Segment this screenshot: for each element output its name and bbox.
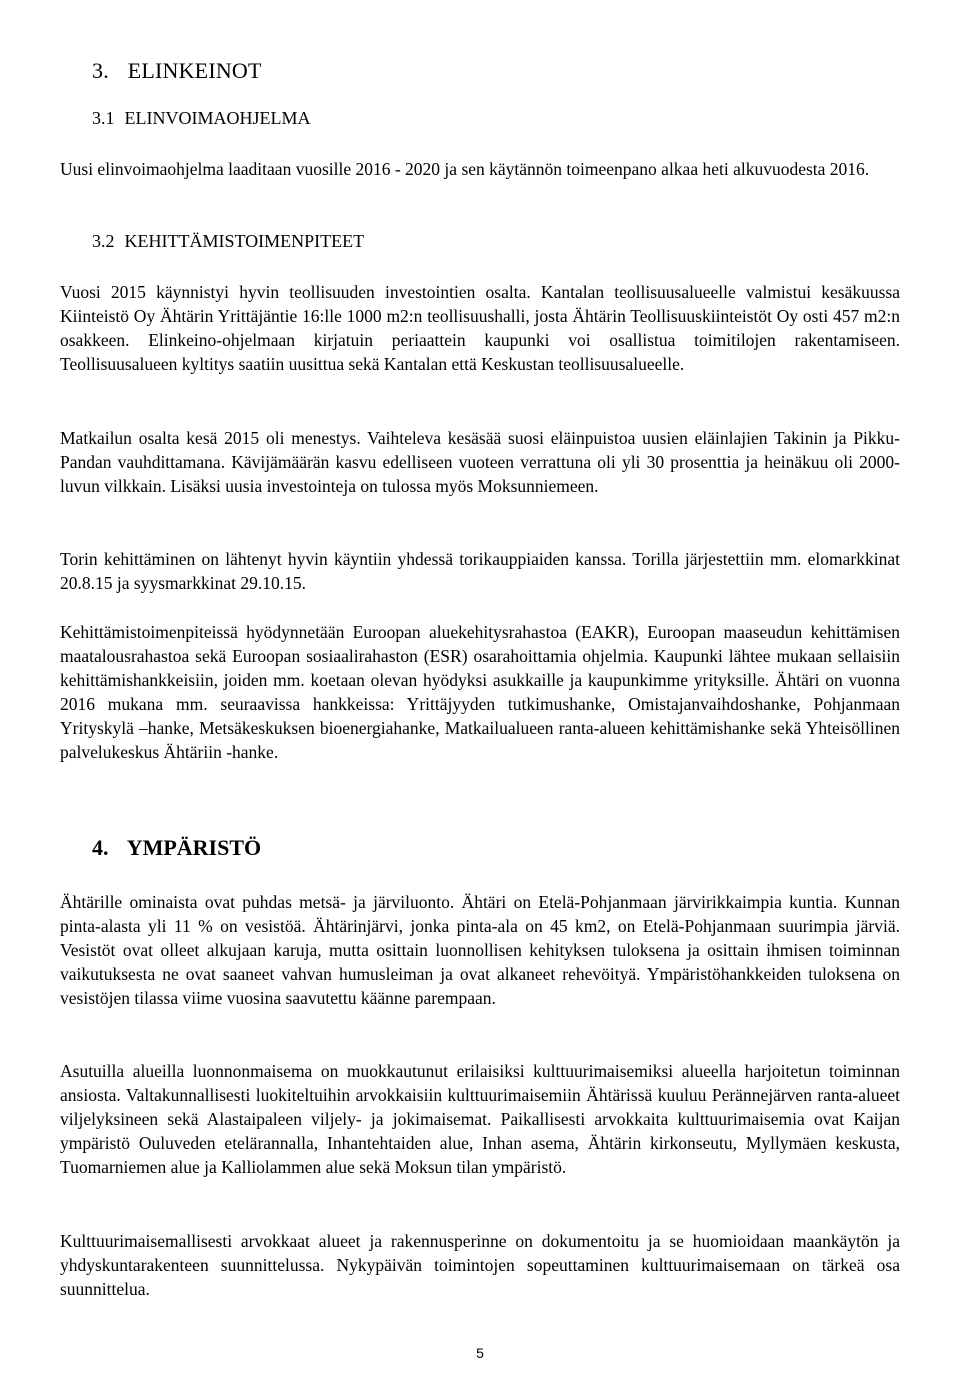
section-number: 3. [92, 58, 109, 83]
section-heading-3 [92, 58, 262, 84]
paragraph-tori: Torin kehittäminen on lähtenyt hyvin käyntiin yhdessä torikauppiaiden kanssa. Torilla järjestettiin mm. elomarkkinat 20.8.15 ja syysmarkkinat 29.10.15. [60, 549, 900, 593]
section-number: 3.1 [92, 108, 115, 128]
section-title: YMPÄRISTÖ [126, 835, 262, 860]
section-title: ELINKEINOT [127, 58, 262, 83]
section-title: KEHITTÄMISTOIMENPITEET [124, 231, 365, 251]
paragraph-investoinnit: Vuosi 2015 käynnistyi hyvin teollisuuden investointien osalta. Kantalan teollisuusalueelle valmistui kesäkuussa Kiinteistö Oy Ähtärin Yrittäjäntie 16:lle 1000 m2:n teollisuushalli, josta Ähtärin Teollisuuskiinteistöt Oy osti 457 m2:n osakkeen. Elinkeino-ohjelmaan kirjatuin periaattein kaupunki voi osallistua toimitilojen rakentamiseen. Teollisuusalueen kyltitys saatiin uusittua sekä Kantalan että Keskustan teollisuusalueelle. [60, 282, 900, 374]
paragraph-elinvoimaohjelma: Uusi elinvoimaohjelma laaditaan vuosille 2016 - 2020 ja sen käytännön toimeenpano alkaa heti alkuvuodesta 2016. [60, 159, 870, 179]
section-heading-3-1 [92, 107, 310, 129]
paragraph-matkailu: Matkailun osalta kesä 2015 oli menestys. Vaihteleva kesäsää suosi eläinpuistoa uusien eläinlajien Takinin ja Pikku-Pandan vauhdittamana. Kävijämäärän kasvu edelliseen vuoteen verrattuna oli yli 30 prosenttia ja heinäkuu oli 2000-luvun vilkkain. Lisäksi uusia investointeja on tulossa myös Moksunniemeen. [60, 428, 900, 496]
paragraph-luonto: Ähtärille ominaista ovat puhdas metsä- ja järviluonto. Ähtäri on Etelä-Pohjanmaan järvirikkaimpia kuntia. Kunnan pinta-alasta yli 11 % on vesistöä. Ähtärinjärvi, jonka pinta-ala on 45 km2, on Etelä-Pohjanmaan suurimpia järviä. Vesistöt ovat olleet alkujaan karuja, mutta osittain luonnollisen kehityksen tuloksena ja osittain ihmisen toiminnan vaikutuksesta ne ovat saaneet vahvan humusleiman ja ovat alkaneet rehevöityä. Ympäristöhankkeiden tuloksena on vesistöjen tilassa viime vuosina saavutettu käänne parempaan. [60, 892, 900, 1008]
document-page [60, 0, 900, 1396]
section-title: ELINVOIMAOHJELMA [124, 108, 311, 128]
section-number: 3.2 [92, 231, 115, 251]
section-number: 4. [92, 835, 109, 860]
paragraph-kulttuurimaisema: Asutuilla alueilla luonnonmaisema on muokkautunut erilaisiksi kulttuurimaisemiksi alueella harjoitetun toiminnan ansiosta. Valtakunnallisesti luokiteltuihin arvokkaisiin kulttuurimaisemiin Ähtärissä kuuluu Perännejärven ranta-alueet viljelyksineen sekä Alastaipaleen viljely- ja jokimaisemat. Paikallisesti arvokkaita kulttuurimaisemia ovat Kaijan ympäristö Ouluveden etelärannalla, Inhantehtaiden alue, Inhan asema, Ähtärin kirkonseutu, Myllymäen keskusta, Tuomarniemen alue ja Kalliolammen alue sekä Moksun tilan ympäristö. [60, 1061, 900, 1177]
section-heading-4 [92, 835, 261, 861]
paragraph-rakennusperinne: Kulttuurimaisemallisesti arvokkaat alueet ja rakennusperinne on dokumentoitu ja se huomioidaan maankäytön ja yhdyskuntarakenteen suunnittelussa. Nykypäivän toimintojen sopeuttaminen kulttuurimaisemaan on tärkeä osa suunnittelua. [60, 1231, 900, 1299]
paragraph-kehittamistoimenpiteet: Kehittämistoimenpiteissä hyödynnetään Euroopan aluekehitysrahastoa (EAKR), Euroopan maaseudun kehittämisen maatalousrahastoa sekä Euroopan sosiaalirahaston (ESR) osarahoittamia ohjelmia. Kaupunki lähtee mukaan sellaisiin kehittämishankkeisiin, joiden mm. koetaan olevan hyödyksi asukkaille ja kaupunkimme yrityksille. Ähtäri on vuonna 2016 mukana mm. seuraavissa hankkeissa: Yrittäjyyden tutkimushanke, Omistajanvaihdoshanke, Pohjanmaan Yrityskylä –hanke, Metsäkeskuksen bioenergiahanke, Matkailualueen ranta-alueen kehittämishanke sekä Yhteisöllinen palvelukeskus Ähtäriin -hanke. [60, 622, 900, 762]
section-heading-3-2 [92, 230, 364, 252]
page-number: 5 [476, 1345, 484, 1361]
